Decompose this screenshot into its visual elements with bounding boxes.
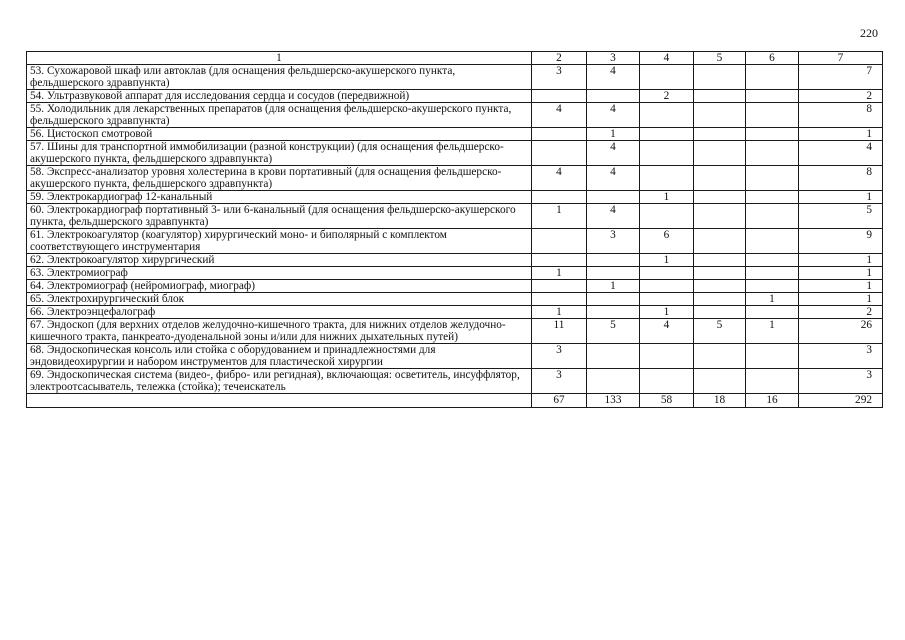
quantity-cell-c2: 3 [532,344,587,369]
quantity-cell-c7: 3 [799,344,883,369]
quantity-cell-c4 [640,204,694,229]
quantity-cell-c7: 1 [799,280,883,293]
quantity-cell-c3: 5 [587,319,640,344]
total-cell-c6: 16 [746,394,799,408]
totals-row [27,394,883,408]
quantity-cell-c2: 3 [532,65,587,90]
quantity-cell-c3 [587,254,640,267]
quantity-cell-c2 [532,293,587,306]
quantity-cell-c7: 8 [799,103,883,128]
quantity-cell-c2: 4 [532,103,587,128]
quantity-cell-c6 [746,141,799,166]
quantity-cell-c4: 2 [640,90,694,103]
quantity-cell-c3: 4 [587,141,640,166]
quantity-cell-c2 [532,280,587,293]
quantity-cell-c7: 3 [799,369,883,394]
total-cell-c4: 58 [640,394,694,408]
quantity-cell-c4 [640,344,694,369]
quantity-cell-c3 [587,293,640,306]
table-row [27,229,883,254]
quantity-cell-c6 [746,254,799,267]
total-cell-c7: 292 [799,394,883,408]
item-name-cell: 63. Электромиограф [27,267,532,280]
quantity-cell-c5 [694,166,746,191]
quantity-cell-c3: 4 [587,204,640,229]
table-header-row [27,52,883,65]
quantity-cell-c2: 11 [532,319,587,344]
item-name-cell: 68. Эндоскопическая консоль или стойка с оборудованием и принадлежностями для эндовидеохирургии и набором инструментов для пластической хирургии [27,344,532,369]
quantity-cell-c5 [694,254,746,267]
item-name-cell: 56. Цистоскоп смотровой [27,128,532,141]
table-row [27,344,883,369]
table-row [27,306,883,319]
quantity-cell-c3: 4 [587,65,640,90]
table-row [27,90,883,103]
table-row [27,65,883,90]
item-name-cell: 54. Ультразвуковой аппарат для исследования сердца и сосудов (передвижной) [27,90,532,103]
quantity-cell-c3: 4 [587,103,640,128]
item-name-cell: 57. Шины для транспортной иммобилизации (разной конструкции) (для оснащения фельдшерско-акушерского пункта, фельдшерского здравпункта) [27,141,532,166]
equipment-table [26,51,883,408]
quantity-cell-c6 [746,344,799,369]
quantity-cell-c4: 4 [640,319,694,344]
item-name-cell: 59. Электрокардиограф 12-канальный [27,191,532,204]
quantity-cell-c6: 1 [746,293,799,306]
quantity-cell-c6: 1 [746,319,799,344]
column-header: 7 [799,52,883,65]
item-name-cell: 58. Экспресс-анализатор уровня холестерина в крови портативный (для оснащения фельдшерско-акушерского пункта, фельдшерского здравпункта) [27,166,532,191]
quantity-cell-c2 [532,90,587,103]
column-header: 1 [27,52,532,65]
quantity-cell-c5 [694,344,746,369]
item-name-cell: 64. Электромиограф (нейромиограф, миограф) [27,280,532,293]
quantity-cell-c6 [746,128,799,141]
quantity-cell-c5 [694,191,746,204]
item-name-cell: 65. Электрохирургический блок [27,293,532,306]
quantity-cell-c4 [640,267,694,280]
quantity-cell-c6 [746,204,799,229]
table-row [27,369,883,394]
quantity-cell-c4: 1 [640,306,694,319]
quantity-cell-c7: 1 [799,191,883,204]
quantity-cell-c7: 4 [799,141,883,166]
quantity-cell-c3: 4 [587,166,640,191]
column-header: 5 [694,52,746,65]
quantity-cell-c2 [532,191,587,204]
total-cell-c3: 133 [587,394,640,408]
quantity-cell-c6 [746,65,799,90]
item-name-cell: 62. Электрокоагулятор хирургический [27,254,532,267]
item-name-cell: 61. Электрокоагулятор (коагулятор) хирургический моно- и биполярный с комплектом соответствующего инструментария [27,229,532,254]
quantity-cell-c2: 3 [532,369,587,394]
quantity-cell-c5 [694,229,746,254]
quantity-cell-c6 [746,267,799,280]
quantity-cell-c5 [694,293,746,306]
table-row [27,141,883,166]
quantity-cell-c6 [746,191,799,204]
total-cell-c2: 67 [532,394,587,408]
column-header: 4 [640,52,694,65]
quantity-cell-c4 [640,141,694,166]
quantity-cell-c5 [694,204,746,229]
quantity-cell-c4 [640,103,694,128]
quantity-cell-c5 [694,369,746,394]
quantity-cell-c2: 1 [532,306,587,319]
quantity-cell-c2 [532,229,587,254]
quantity-cell-c4: 1 [640,191,694,204]
column-header: 3 [587,52,640,65]
quantity-cell-c6 [746,306,799,319]
quantity-cell-c2 [532,128,587,141]
item-name-cell: 66. Электроэнцефалограф [27,306,532,319]
quantity-cell-c7: 8 [799,166,883,191]
quantity-cell-c2: 1 [532,267,587,280]
quantity-cell-c4 [640,65,694,90]
quantity-cell-c6 [746,90,799,103]
item-name-cell: 55. Холодильник для лекарственных препаратов (для оснащения фельдшерско-акушерского пункта, фельдшерского здравпункта) [27,103,532,128]
item-name-cell: 67. Эндоскоп (для верхних отделов желудочно-кишечного тракта, для нижних отделов желудочно-кишечного тракта, панкреато-дуоденальной зоны и/или для нижних дыхательных путей) [27,319,532,344]
quantity-cell-c7: 1 [799,128,883,141]
table-row [27,128,883,141]
column-header: 6 [746,52,799,65]
table-row [27,254,883,267]
quantity-cell-c3 [587,369,640,394]
quantity-cell-c5 [694,65,746,90]
table-row [27,319,883,344]
quantity-cell-c7: 2 [799,306,883,319]
quantity-cell-c5 [694,103,746,128]
total-cell-c5: 18 [694,394,746,408]
table-row [27,267,883,280]
quantity-cell-c4 [640,280,694,293]
quantity-cell-c6 [746,229,799,254]
quantity-cell-c3 [587,306,640,319]
quantity-cell-c2: 4 [532,166,587,191]
totals-label-cell [27,394,532,408]
quantity-cell-c7: 7 [799,65,883,90]
table-row [27,204,883,229]
table-row [27,293,883,306]
quantity-cell-c4: 6 [640,229,694,254]
quantity-cell-c7: 5 [799,204,883,229]
quantity-cell-c3: 3 [587,229,640,254]
quantity-cell-c7: 26 [799,319,883,344]
quantity-cell-c5: 5 [694,319,746,344]
quantity-cell-c3 [587,90,640,103]
quantity-cell-c3 [587,191,640,204]
table-row [27,280,883,293]
table-row [27,191,883,204]
quantity-cell-c4 [640,293,694,306]
quantity-cell-c3: 1 [587,280,640,293]
item-name-cell: 60. Электрокардиограф портативный 3- или 6-канальный (для оснащения фельдшерско-акушерского пункта, фельдшерского здравпункта) [27,204,532,229]
table-row [27,103,883,128]
quantity-cell-c3 [587,267,640,280]
quantity-cell-c5 [694,267,746,280]
quantity-cell-c5 [694,90,746,103]
quantity-cell-c2: 1 [532,204,587,229]
quantity-cell-c6 [746,280,799,293]
quantity-cell-c5 [694,128,746,141]
quantity-cell-c4 [640,369,694,394]
quantity-cell-c4: 1 [640,254,694,267]
item-name-cell: 69. Эндоскопическая система (видео-, фибро- или регидная), включающая: осветитель, инсуффлятор, электроотсасыватель, тележка (стойка); течеискатель [27,369,532,394]
quantity-cell-c7: 2 [799,90,883,103]
page-number: 220 [860,26,878,40]
quantity-cell-c2 [532,254,587,267]
quantity-cell-c7: 1 [799,267,883,280]
quantity-cell-c5 [694,141,746,166]
quantity-cell-c6 [746,369,799,394]
column-header: 2 [532,52,587,65]
quantity-cell-c7: 1 [799,293,883,306]
quantity-cell-c3 [587,344,640,369]
quantity-cell-c2 [532,141,587,166]
quantity-cell-c6 [746,103,799,128]
quantity-cell-c5 [694,280,746,293]
quantity-cell-c3: 1 [587,128,640,141]
quantity-cell-c4 [640,128,694,141]
quantity-cell-c4 [640,166,694,191]
item-name-cell: 53. Сухожаровой шкаф или автоклав (для оснащения фельдшерско-акушерского пункта, фельдшерского здравпункта) [27,65,532,90]
quantity-cell-c6 [746,166,799,191]
quantity-cell-c7: 9 [799,229,883,254]
quantity-cell-c5 [694,306,746,319]
table-row [27,166,883,191]
quantity-cell-c7: 1 [799,254,883,267]
